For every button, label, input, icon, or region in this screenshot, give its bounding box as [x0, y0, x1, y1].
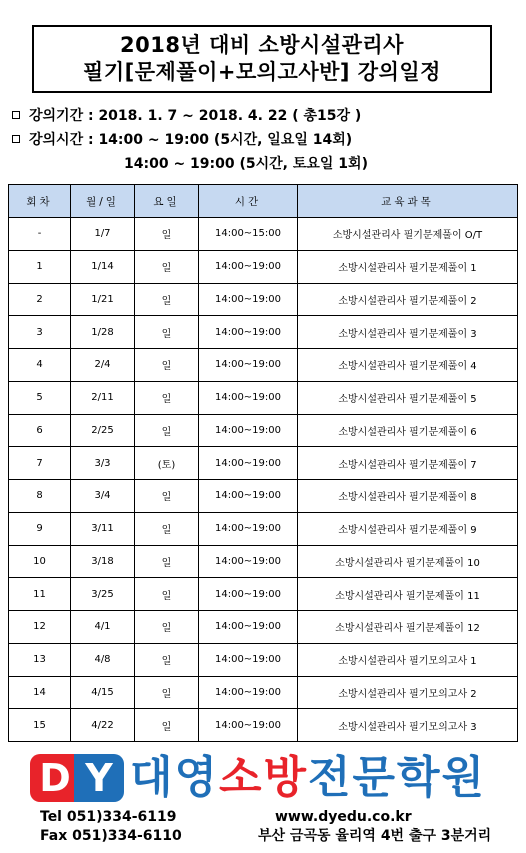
fax-number: Fax 051)334-6110 — [40, 828, 182, 844]
time-cell: 14:00~19:00 — [199, 545, 298, 578]
table-row — [9, 512, 518, 545]
academy-name-part: 소방 — [219, 752, 309, 803]
subject-cell: 소방시설관리사 필기문제풀이 1 — [298, 250, 518, 283]
table-row — [9, 316, 518, 349]
date-cell: 1/7 — [71, 218, 135, 251]
date-cell: 1/28 — [71, 316, 135, 349]
time-cell: 14:00~19:00 — [199, 316, 298, 349]
date-cell: 2/25 — [71, 414, 135, 447]
time-cell: 14:00~19:00 — [199, 283, 298, 316]
session-cell: 14 — [9, 676, 71, 709]
logo-letter-d: D — [30, 754, 80, 802]
weekday-cell: 일 — [135, 545, 199, 578]
subject-cell: 소방시설관리사 필기모의고사 3 — [298, 709, 518, 742]
time-cell: 14:00~19:00 — [199, 676, 298, 709]
info-time-text: 강의시간 : 14:00 ~ 19:00 (5시간, 일요일 14회) — [29, 132, 353, 148]
time-cell: 14:00~19:00 — [199, 709, 298, 742]
weekday-cell: 일 — [135, 218, 199, 251]
weekday-cell: 일 — [135, 611, 199, 644]
subject-cell: 소방시설관리사 필기문제풀이 6 — [298, 414, 518, 447]
header-cell: 월/일 — [71, 185, 135, 218]
title-line1: 2018년 대비 소방시설관리사 — [120, 33, 404, 57]
table-row — [9, 381, 518, 414]
subject-cell: 소방시설관리사 필기문제풀이 9 — [298, 512, 518, 545]
header-cell: 시간 — [199, 185, 298, 218]
subject-cell: 소방시설관리사 필기문제풀이 8 — [298, 480, 518, 513]
header-cell: 요일 — [135, 185, 199, 218]
subject-cell: 소방시설관리사 필기문제풀이 2 — [298, 283, 518, 316]
table-row — [9, 414, 518, 447]
table-row — [9, 349, 518, 382]
academy-name-part: 대영 — [130, 752, 220, 803]
weekday-cell: 일 — [135, 709, 199, 742]
subject-cell: 소방시설관리사 필기문제풀이 12 — [298, 611, 518, 644]
table-row — [9, 218, 518, 251]
weekday-cell: 일 — [135, 643, 199, 676]
header-cell: 교육과목 — [298, 185, 518, 218]
academy-name-part: 학원 — [397, 752, 487, 803]
date-cell: 3/11 — [71, 512, 135, 545]
date-cell: 3/3 — [71, 447, 135, 480]
date-cell: 1/14 — [71, 250, 135, 283]
date-cell: 1/21 — [71, 283, 135, 316]
subject-cell: 소방시설관리사 필기문제풀이 O/T — [298, 218, 518, 251]
session-cell: 3 — [9, 316, 71, 349]
date-cell: 4/22 — [71, 709, 135, 742]
session-cell: 7 — [9, 447, 71, 480]
date-cell: 4/15 — [71, 676, 135, 709]
session-cell: 15 — [9, 709, 71, 742]
header-cell: 회차 — [9, 185, 71, 218]
weekday-cell: 일 — [135, 316, 199, 349]
title-box — [32, 25, 492, 93]
weekday-cell: 일 — [135, 578, 199, 611]
subject-cell: 소방시설관리사 필기문제풀이 3 — [298, 316, 518, 349]
session-cell: 6 — [9, 414, 71, 447]
address-text: 부산 금곡동 율리역 4번 출구 3분거리 — [258, 828, 492, 844]
date-cell: 2/11 — [71, 381, 135, 414]
weekday-cell: 일 — [135, 349, 199, 382]
table-row — [9, 709, 518, 742]
weekday-cell: 일 — [135, 381, 199, 414]
subject-cell: 소방시설관리사 필기문제풀이 4 — [298, 349, 518, 382]
session-cell: 5 — [9, 381, 71, 414]
square-bullet-icon — [12, 111, 20, 119]
academy-name-part: 전문 — [308, 752, 398, 803]
website-link[interactable]: www.dyedu.co.kr — [275, 809, 412, 825]
session-cell: 2 — [9, 283, 71, 316]
academy-name — [130, 750, 486, 806]
time-cell: 14:00~19:00 — [199, 611, 298, 644]
table-row — [9, 578, 518, 611]
subject-cell: 소방시설관리사 필기문제풀이 10 — [298, 545, 518, 578]
table-row — [9, 250, 518, 283]
date-cell: 3/4 — [71, 480, 135, 513]
time-cell: 14:00~19:00 — [199, 480, 298, 513]
session-cell: 8 — [9, 480, 71, 513]
info-time — [12, 130, 352, 150]
subject-cell: 소방시설관리사 필기모의고사 2 — [298, 676, 518, 709]
time-cell: 14:00~19:00 — [199, 578, 298, 611]
square-bullet-icon — [12, 135, 20, 143]
academy-logo — [30, 748, 500, 808]
table-header-row — [9, 185, 518, 218]
subject-cell: 소방시설관리사 필기모의고사 1 — [298, 643, 518, 676]
info-period — [12, 106, 361, 126]
table-row — [9, 676, 518, 709]
time-cell: 14:00~19:00 — [199, 414, 298, 447]
time-cell: 14:00~19:00 — [199, 250, 298, 283]
schedule-body — [9, 218, 518, 742]
table-row — [9, 447, 518, 480]
session-cell: 4 — [9, 349, 71, 382]
weekday-cell: 일 — [135, 676, 199, 709]
session-cell: 9 — [9, 512, 71, 545]
session-cell: 1 — [9, 250, 71, 283]
session-cell: 10 — [9, 545, 71, 578]
weekday-cell: 일 — [135, 283, 199, 316]
table-row — [9, 611, 518, 644]
date-cell: 3/25 — [71, 578, 135, 611]
weekday-cell: 일 — [135, 250, 199, 283]
schedule-table — [8, 184, 518, 742]
logo-letter-y: Y — [74, 754, 124, 802]
time-cell: 14:00~19:00 — [199, 643, 298, 676]
weekday-cell: (토) — [135, 447, 199, 480]
session-cell: 11 — [9, 578, 71, 611]
date-cell: 2/4 — [71, 349, 135, 382]
date-cell: 3/18 — [71, 545, 135, 578]
time-cell: 14:00~15:00 — [199, 218, 298, 251]
subject-cell: 소방시설관리사 필기문제풀이 11 — [298, 578, 518, 611]
info-period-text: 강의기간 : 2018. 1. 7 ~ 2018. 4. 22 ( 총15강 ) — [29, 108, 362, 124]
subject-cell: 소방시설관리사 필기문제풀이 5 — [298, 381, 518, 414]
weekday-cell: 일 — [135, 480, 199, 513]
weekday-cell: 일 — [135, 512, 199, 545]
time-cell: 14:00~19:00 — [199, 447, 298, 480]
table-row — [9, 480, 518, 513]
table-row — [9, 545, 518, 578]
session-cell: 12 — [9, 611, 71, 644]
date-cell: 4/8 — [71, 643, 135, 676]
weekday-cell: 일 — [135, 414, 199, 447]
dy-logo-icon — [30, 754, 126, 802]
table-row — [9, 283, 518, 316]
time-cell: 14:00~19:00 — [199, 512, 298, 545]
subject-cell: 소방시설관리사 필기문제풀이 7 — [298, 447, 518, 480]
tel-number: Tel 051)334-6119 — [40, 809, 177, 825]
table-row — [9, 643, 518, 676]
time-cell: 14:00~19:00 — [199, 381, 298, 414]
time-cell: 14:00~19:00 — [199, 349, 298, 382]
title-line2: 필기[문제풀이+모의고사반] 강의일정 — [83, 60, 441, 84]
date-cell: 4/1 — [71, 611, 135, 644]
info-time-2: 14:00 ~ 19:00 (5시간, 토요일 1회) — [124, 156, 368, 172]
session-cell: 13 — [9, 643, 71, 676]
session-cell: - — [9, 218, 71, 251]
